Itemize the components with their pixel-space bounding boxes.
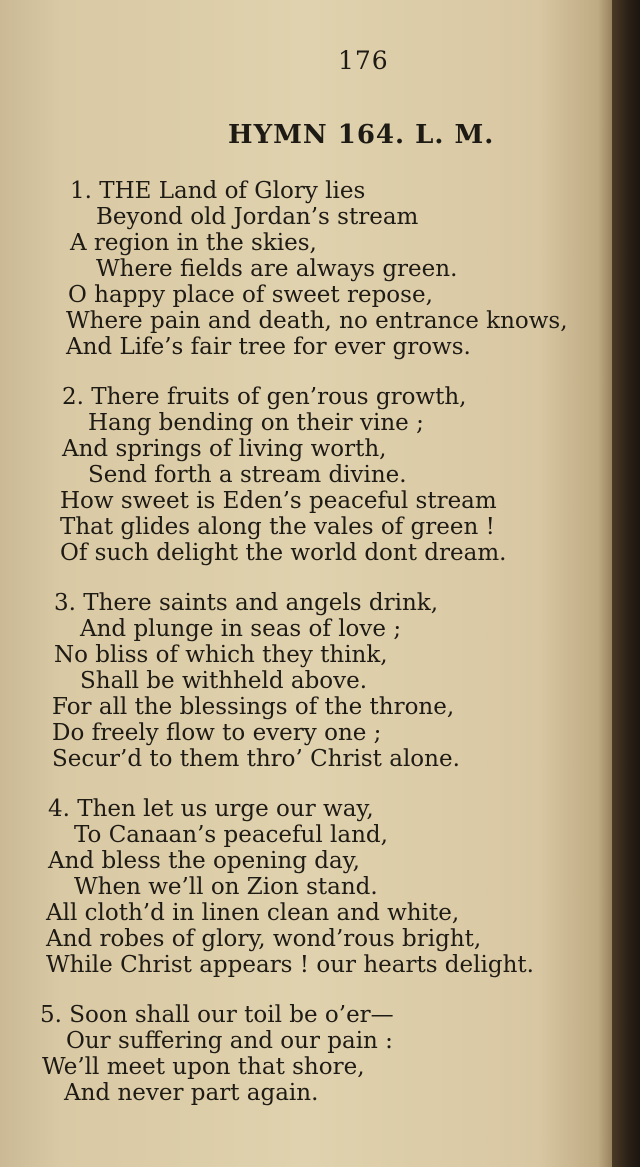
stanza-line: We’ll meet upon that shore, [42, 1054, 365, 1080]
stanza-line: That glides along the vales of green ! [60, 514, 495, 540]
stanza-line: For all the blessings of the throne, [52, 694, 455, 720]
stanza-line: No bliss of which they think, [54, 642, 388, 668]
stanza-line: When we’ll on Zion stand. [74, 874, 378, 900]
stanza-line: Where pain and death, no entrance knows, [66, 308, 568, 334]
page-gutter-shadow [598, 0, 612, 1167]
stanza-line: And plunge in seas of love ; [80, 616, 402, 642]
stanza-line: How sweet is Eden’s peaceful stream [60, 488, 497, 514]
stanza-line: 3. There saints and angels drink, [54, 590, 439, 616]
stanza-line: And Life’s fair tree for ever grows. [66, 334, 471, 360]
stanza-line: Secur’d to them thro’ Christ alone. [52, 746, 460, 772]
stanza-line: And springs of living worth, [62, 436, 387, 462]
book-binding [612, 0, 640, 1167]
stanza-line: And robes of glory, wond’rous bright, [46, 926, 482, 952]
page-number: 176 [338, 46, 389, 75]
stanza-line: Where fields are always green. [96, 256, 458, 282]
stanza-line: Of such delight the world dont dream. [60, 540, 507, 566]
stanza-line: Beyond old Jordan’s stream [96, 204, 419, 230]
stanza-line: And bless the opening day, [48, 848, 360, 874]
stanza-line: O happy place of sweet repose, [68, 282, 433, 308]
stanza-line: And never part again. [64, 1080, 319, 1106]
stanza-line: Do freely flow to every one ; [52, 720, 382, 746]
stanza-line: All cloth’d in linen clean and white, [46, 900, 460, 926]
hymn-title: HYMN 164. L. M. [228, 120, 495, 150]
stanza-line: Send forth a stream divine. [88, 462, 407, 488]
stanza-line: 2. There fruits of gen’rous growth, [62, 384, 467, 410]
stanza-line: Hang bending on their vine ; [88, 410, 424, 436]
stanza-line: A region in the skies, [70, 230, 317, 256]
stanza-line: 1. THE Land of Glory lies [70, 178, 366, 204]
stanza-line: Our suffering and our pain : [66, 1028, 393, 1054]
stanza-line: 5. Soon shall our toil be o’er— [40, 1002, 394, 1028]
stanza-line: While Christ appears ! our hearts delight. [46, 952, 534, 978]
stanza-line: To Canaan’s peaceful land, [74, 822, 388, 848]
stanza-line: 4. Then let us urge our way, [48, 796, 374, 822]
stanza-line: Shall be withheld above. [80, 668, 368, 694]
